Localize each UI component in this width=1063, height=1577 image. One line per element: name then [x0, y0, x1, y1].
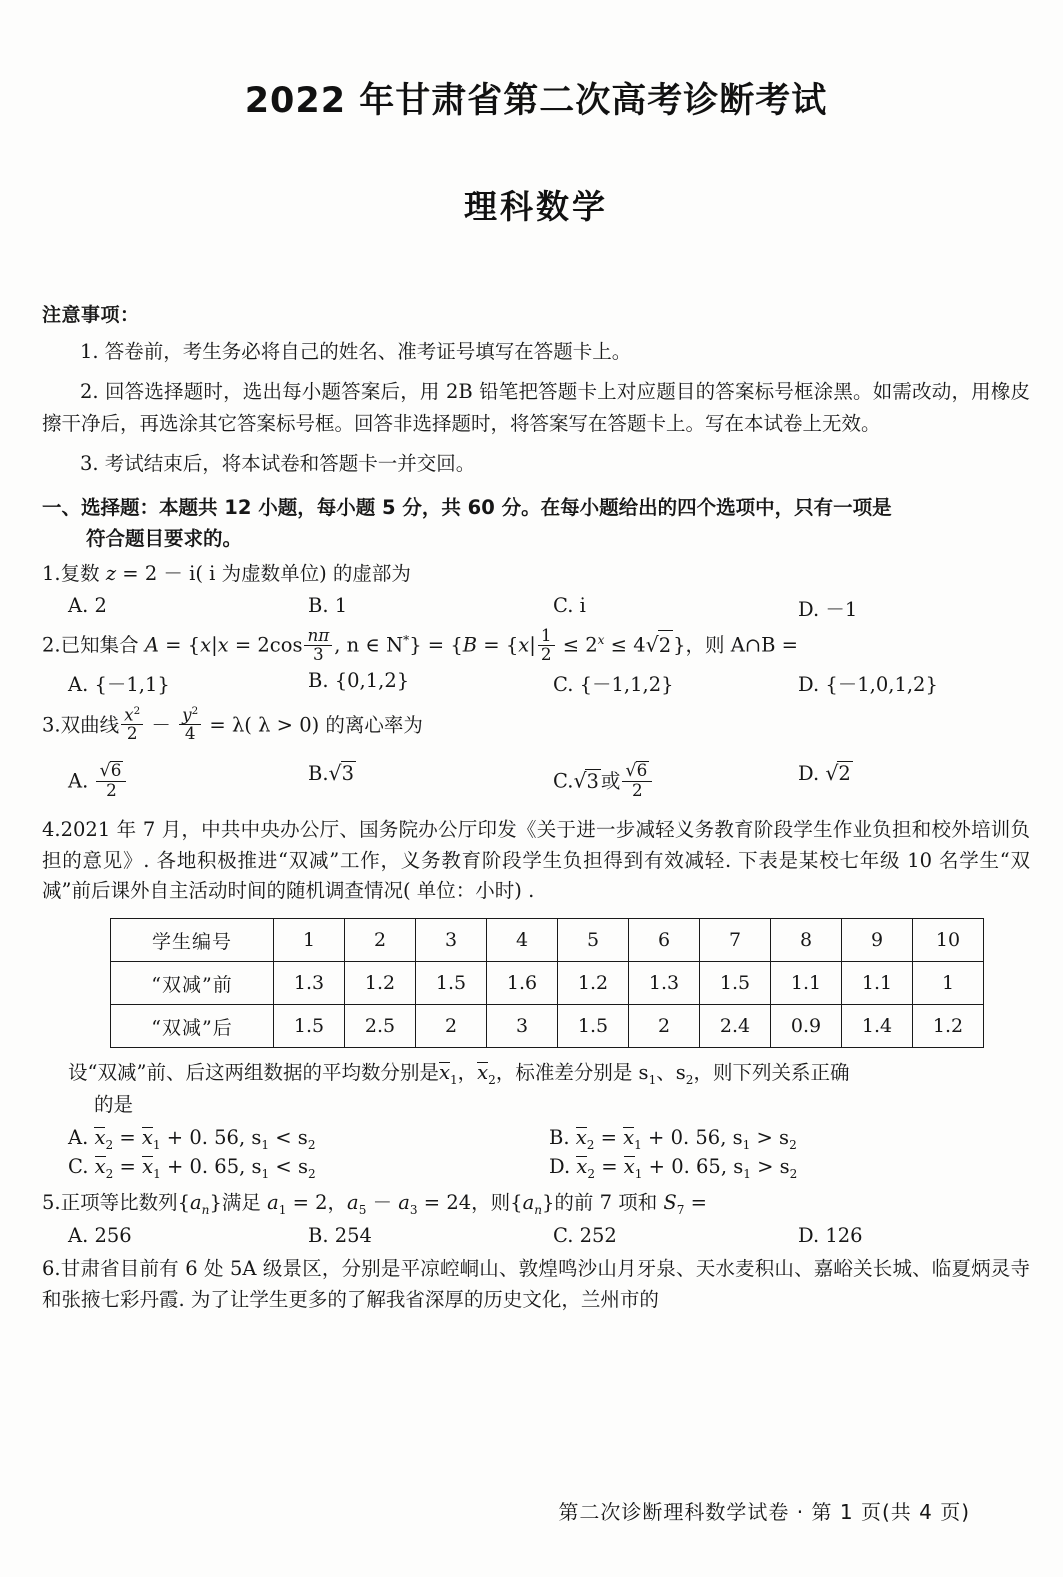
relation: < s — [269, 1125, 308, 1149]
question-4 — [42, 815, 1030, 906]
radical-sign: √ — [99, 761, 111, 782]
sum-s7: S — [663, 1190, 677, 1214]
section-text: 本题共 12 小题，每小题 5 分，共 60 分。在每小题给出的四个选项中，只有一项是 — [159, 495, 892, 519]
fraction-numerator — [121, 706, 143, 724]
option-b-tail: + 0. 56, s — [641, 1125, 743, 1149]
s2-sub: 2 — [789, 1137, 797, 1152]
question-1-stem — [42, 559, 1030, 589]
row-label: “双减”前 — [111, 962, 274, 1005]
fraction-one-half — [538, 627, 555, 664]
fraction-numerator — [96, 761, 126, 781]
option-a-label: A. — [68, 769, 89, 793]
question-3-number: 3. — [42, 713, 61, 737]
fraction-numerator: nπ — [307, 625, 330, 646]
set-b-open: = { — [477, 634, 519, 658]
radicand: 6 — [110, 760, 122, 781]
table-cell: 2.5 — [345, 1005, 416, 1048]
followup-text-2: ，标准差分别是 s — [495, 1061, 649, 1085]
radical-sign: √ — [573, 768, 587, 793]
table-cell: 1.1 — [771, 962, 842, 1005]
set-a-star: * — [403, 633, 410, 648]
notice-item: 1. 答卷前，考生务必将自己的姓名、准考证号填写在答题卡上。 — [80, 339, 632, 363]
relation: > s — [750, 1125, 790, 1149]
mean-1: x — [623, 1154, 635, 1178]
option-b[interactable] — [308, 761, 553, 799]
numerator-var: y — [182, 704, 192, 725]
mean-1-sub: 1 — [153, 1166, 161, 1181]
notice-section — [42, 300, 1030, 480]
set-a-tail: , n ∈ N — [334, 634, 404, 658]
notice-heading: 注意事项： — [42, 303, 140, 326]
set-b-exponent: x — [597, 633, 605, 648]
notice-item: 3. 考试结束后，将本试卷和答题卡一并交回。 — [80, 452, 476, 476]
mean-1-sub: 1 — [634, 1166, 643, 1181]
set-a-expr: = 2cos — [228, 634, 303, 658]
question-2 — [42, 627, 1030, 664]
fraction-x2-2 — [121, 706, 143, 743]
table-cell: 1 — [913, 962, 984, 1005]
mean-2: x — [575, 1125, 587, 1149]
sequence-a: a — [190, 1190, 202, 1214]
option-c-label: C. — [553, 769, 574, 793]
option-c[interactable]: C. i — [553, 594, 586, 618]
set-a-close: } — [409, 634, 422, 658]
table-cell: 10 — [913, 919, 984, 962]
option-a[interactable]: A. 2 — [68, 594, 107, 618]
fraction-denominator: 2 — [96, 781, 126, 800]
option-b-label: B. — [549, 1125, 576, 1149]
radicand: 3 — [341, 762, 354, 786]
question-5 — [42, 1188, 1030, 1220]
set-a-open: = { — [158, 634, 201, 658]
table-cell: 1.2 — [345, 962, 416, 1005]
mean-2-sub: 2 — [105, 1137, 114, 1152]
table-cell: 1.3 — [274, 962, 345, 1005]
set-b-bar: | — [529, 634, 536, 658]
table-cell: 3 — [487, 1005, 558, 1048]
question-6-number: 6. — [42, 1257, 61, 1281]
option-d[interactable]: D. 126 — [798, 1224, 863, 1248]
question-4-options-row-2 — [42, 1155, 1030, 1181]
table-cell: 6 — [629, 919, 700, 962]
comma: ， — [457, 1061, 478, 1085]
term-a3-sub: 3 — [409, 1202, 418, 1217]
question-3-options — [42, 761, 1030, 799]
followup-text-1: 设“双减”前、后这两组数据的平均数分别是 — [68, 1061, 439, 1085]
fraction-numerator: 1 — [540, 625, 552, 646]
question-3 — [42, 706, 1030, 743]
table-cell: 1.5 — [274, 1005, 345, 1048]
mean-2: x — [477, 1061, 489, 1085]
question-6-stem: 甘肃省目前有 6 处 5A 级景区，分别是平凉崆峒山、敦煌鸣沙山月牙泉、天水麦积山、嘉峪关长城、临夏炳灵寺和张掖七彩丹霞. 为了让学生更多的了解我省深厚的历史文化，兰州市的 — [42, 1257, 1030, 1311]
term-a5: a — [347, 1190, 359, 1214]
numerator-exponent: 2 — [191, 704, 199, 717]
option-b[interactable]: B. {0,1,2} — [308, 668, 410, 692]
set-b-mid: ≤ 2 — [556, 634, 598, 658]
option-a[interactable] — [68, 761, 308, 799]
equals: = — [595, 1154, 624, 1178]
option-c-tail: + 0. 65, s — [160, 1154, 262, 1178]
option-b[interactable]: B. 1 — [308, 594, 348, 618]
mean-2-sub: 2 — [587, 1166, 596, 1181]
fraction-y2-4 — [179, 706, 201, 743]
question-1-variable: z — [105, 562, 117, 586]
question-5-text-1: 正项等比数列{ — [60, 1190, 191, 1214]
table-cell: 1 — [274, 919, 345, 962]
minus-sign: － — [145, 713, 178, 737]
question-1-number: 1. — [42, 562, 61, 586]
fraction-denominator: 2 — [622, 781, 652, 800]
question-3-stem — [42, 706, 1030, 743]
term-a5-sub: 5 — [358, 1202, 367, 1217]
sum-s7-sub: 7 — [676, 1202, 685, 1217]
row-label: “双减”后 — [111, 1005, 274, 1048]
table-row-before — [111, 962, 984, 1005]
option-d-tail: + 0. 65, s — [642, 1154, 744, 1178]
mean-1: x — [438, 1061, 450, 1085]
question-2-stem-lead: 已知集合 — [60, 634, 145, 658]
numerator-exponent: 2 — [133, 704, 141, 717]
option-a[interactable]: A. 256 — [68, 1224, 132, 1248]
numerator-var: x — [124, 704, 134, 725]
mean-2-sub: 2 — [488, 1073, 496, 1088]
equals: = — [113, 1154, 143, 1178]
table-row-after — [111, 1005, 984, 1048]
mean-1-sub: 1 — [634, 1137, 642, 1152]
table-cell: 7 — [700, 919, 771, 962]
fraction-denominator: 2 — [121, 724, 143, 743]
survey-table-wrapper — [110, 918, 1030, 1048]
question-5-text-7: = — [684, 1190, 708, 1214]
question-1 — [42, 559, 1030, 589]
radicand: 2 — [658, 630, 673, 661]
s2-sub: 2 — [307, 1137, 316, 1152]
s2-sub: 2 — [685, 1073, 694, 1088]
table-cell: 1.6 — [487, 962, 558, 1005]
table-cell: 1.5 — [416, 962, 487, 1005]
set-a-var2: x — [217, 634, 229, 658]
mean-2-sub: 2 — [586, 1137, 595, 1152]
sequence-a2: a — [522, 1190, 535, 1214]
question-3-stem-lead: 双曲线 — [60, 713, 120, 737]
mean-2: x — [576, 1154, 588, 1178]
question-5-text-4: － — [366, 1190, 399, 1214]
table-cell: 1.3 — [629, 962, 700, 1005]
relation: > s — [750, 1154, 790, 1178]
table-cell: 4 — [487, 919, 558, 962]
option-a-label: A. — [68, 1125, 95, 1149]
sequence-a2-sub: n — [534, 1202, 542, 1217]
option-c-label: C. — [68, 1154, 95, 1178]
row-label: 学生编号 — [111, 919, 274, 962]
page-subtitle: 理科数学 — [464, 186, 608, 226]
table-cell: 2 — [345, 919, 416, 962]
survey-table — [110, 918, 984, 1048]
option-c[interactable]: C. 252 — [553, 1224, 617, 1248]
s1-sub: 1 — [743, 1166, 751, 1181]
table-cell: 0.9 — [771, 1005, 842, 1048]
fraction-numerator — [622, 761, 652, 781]
table-cell: 2 — [416, 1005, 487, 1048]
question-6 — [42, 1254, 1030, 1314]
fraction-sqrt6-2 — [622, 761, 652, 799]
radical-sign: √ — [625, 761, 637, 782]
set-b-var: x — [518, 634, 530, 658]
mean-2: x — [94, 1154, 106, 1178]
question-1-stem-pre: 复数 — [60, 562, 106, 586]
table-cell: 8 — [771, 919, 842, 962]
radical-sign: √ — [328, 761, 342, 786]
s1-sub: 1 — [261, 1166, 270, 1181]
question-5-number: 5. — [42, 1190, 61, 1214]
term-a3: a — [398, 1190, 410, 1214]
option-a[interactable]: A. {－1,1} — [68, 672, 170, 696]
table-cell: 9 — [842, 919, 913, 962]
question-5-options — [42, 1224, 1030, 1247]
page-title: 2022 年甘肃省第二次高考诊断考试 — [244, 81, 828, 121]
notice-item: 2. 回答选择题时，选出每小题答案后，用 2B 铅笔把答题卡上对应题目的答案标号框涂黑。如需改动，用橡皮擦干净后，再选涂其它答案标号框。回答非选择题时，将答案写在答题卡上。写在本试卷上无效。 — [42, 380, 1030, 435]
fraction-npi-3 — [304, 627, 332, 664]
fraction-denominator: 3 — [304, 645, 332, 664]
option-b-label: B. — [308, 762, 329, 786]
s2-sub: 2 — [789, 1166, 798, 1181]
page-footer: 第二次诊断理科数学试卷 · 第 1 页(共 4 页) — [558, 1500, 970, 1524]
radical-sign: √ — [645, 633, 659, 658]
s1-sub: 1 — [261, 1137, 270, 1152]
section-label: 一、选择题： — [42, 495, 160, 519]
mean-1-sub: 1 — [152, 1137, 161, 1152]
fraction-numerator — [179, 706, 201, 724]
term-a1: a — [267, 1190, 279, 1214]
option-d[interactable] — [798, 761, 998, 799]
mean-1: x — [141, 1125, 153, 1149]
table-cell: 1.2 — [558, 962, 629, 1005]
table-row-student-ids — [111, 919, 984, 962]
set-a-var: x — [200, 634, 212, 658]
table-cell: 1.5 — [558, 1005, 629, 1048]
radicand: 6 — [636, 760, 648, 781]
followup-continuation: 的是 — [94, 1092, 134, 1116]
question-5-text-5: = 24，则{ — [417, 1190, 523, 1214]
question-1-stem-post: = 2 － i( i 为虚数单位) 的虚部为 — [116, 562, 411, 586]
option-d[interactable]: D. －1 — [798, 598, 858, 622]
section-heading — [42, 492, 1030, 554]
fraction-denominator: 4 — [179, 724, 201, 743]
table-cell: 1.1 — [842, 962, 913, 1005]
mean-1: x — [142, 1154, 154, 1178]
question-2-options — [42, 669, 1030, 697]
question-2-stem — [42, 627, 1030, 664]
table-cell: 3 — [416, 919, 487, 962]
set-b-close: } — [673, 634, 686, 658]
option-d[interactable]: D. {－1,0,1,2} — [798, 672, 938, 696]
set-b-name: B — [462, 634, 478, 658]
s2-sub: 2 — [307, 1166, 316, 1181]
table-cell: 1.2 — [913, 1005, 984, 1048]
question-2-stem-tail: ，则 A∩B = — [685, 634, 799, 658]
followup-text-3: 、s — [656, 1061, 686, 1085]
relation: < s — [269, 1154, 308, 1178]
option-d-label: D. — [549, 1154, 577, 1178]
table-cell: 1.5 — [700, 962, 771, 1005]
radicand: 3 — [586, 769, 599, 793]
equals: = — [594, 1125, 624, 1149]
mean-2: x — [94, 1125, 106, 1149]
set-b-open-prefix: = { — [421, 634, 463, 658]
option-c[interactable] — [553, 761, 798, 799]
option-a[interactable] — [68, 1126, 549, 1152]
followup-text-4: ，则下列关系正确 — [693, 1061, 850, 1085]
equals: = — [113, 1125, 142, 1149]
s1-sub: 1 — [742, 1137, 751, 1152]
fraction-denominator: 2 — [538, 645, 555, 664]
option-c[interactable]: C. {－1,1,2} — [553, 672, 674, 696]
question-3-stem-tail: = λ( λ > 0) 的离心率为 — [203, 713, 423, 737]
page-content — [42, 0, 1030, 1577]
set-a-bar: | — [211, 634, 218, 658]
option-b[interactable]: B. 254 — [308, 1224, 372, 1248]
s1-sub: 1 — [648, 1073, 657, 1088]
table-cell: 2.4 — [700, 1005, 771, 1048]
set-a-name: A — [144, 634, 159, 658]
or-text: 或 — [600, 769, 621, 793]
question-5-text-6: }的前 7 项和 — [542, 1190, 664, 1214]
option-d[interactable] — [549, 1155, 1030, 1181]
option-c[interactable] — [68, 1155, 549, 1181]
radicand: 2 — [838, 762, 851, 786]
question-4-stem: 2021 年 7 月，中共中央办公厅、国务院办公厅印发《关于进一步减轻义务教育阶段学生作业负担和校外培训负担的意见》. 各地积极推进“双减”工作，义务教育阶段学生负担得到有效减轻. 下表是某校七年级 10 名学生“双减”前后课外自主活动时间的随机调查情况( 单位：小时) . — [42, 818, 1030, 902]
table-cell: 5 — [558, 919, 629, 962]
question-5-text-3: = 2， — [286, 1190, 348, 1214]
mean-2-sub: 2 — [105, 1166, 114, 1181]
radical-sign: √ — [825, 761, 839, 786]
term-a1-sub: 1 — [278, 1202, 287, 1217]
question-5-text-2: }满足 — [209, 1190, 268, 1214]
mean-1: x — [623, 1125, 635, 1149]
option-a-tail: + 0. 56, s — [160, 1125, 262, 1149]
set-b-mid2: ≤ 4 — [604, 634, 646, 658]
question-2-number: 2. — [42, 634, 61, 658]
question-4-number: 4. — [42, 818, 61, 842]
question-1-options — [42, 594, 1030, 622]
option-b[interactable] — [549, 1126, 1030, 1152]
table-cell: 1.4 — [842, 1005, 913, 1048]
sequence-a-sub: n — [201, 1202, 210, 1217]
question-4-followup — [42, 1058, 1030, 1120]
fraction-sqrt6-2 — [96, 761, 126, 799]
table-cell: 2 — [629, 1005, 700, 1048]
question-4-options-row-1 — [42, 1126, 1030, 1152]
mean-1-sub: 1 — [449, 1073, 458, 1088]
option-d-label: D. — [798, 762, 820, 786]
section-continuation: 符合题目要求的。 — [86, 527, 243, 550]
